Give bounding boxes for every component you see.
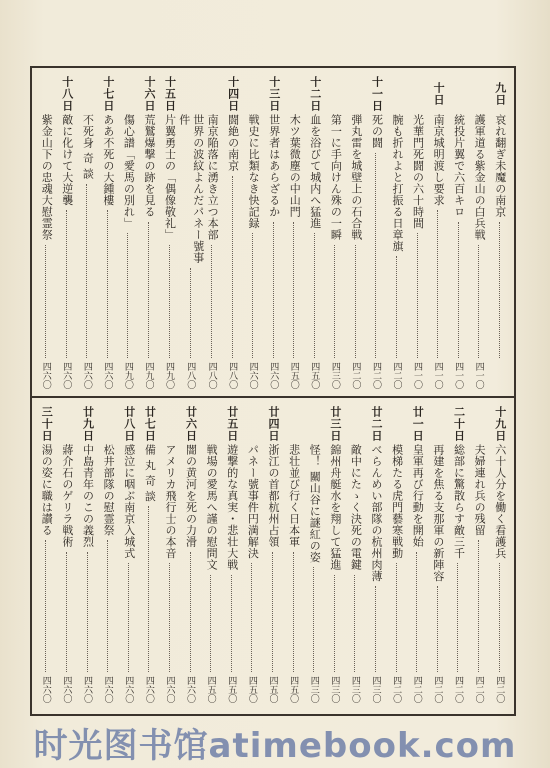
entry-title: 死の闘	[370, 114, 384, 149]
leader-dots	[148, 506, 150, 672]
entry-day: 十八日	[60, 76, 74, 112]
entry-day: 十日	[432, 82, 446, 106]
toc-section-top	[36, 74, 510, 392]
entry-page-number: 四九〇	[122, 362, 133, 389]
entry-page-number: 四二〇	[370, 362, 381, 389]
toc-entry	[139, 404, 160, 706]
leader-dots	[354, 575, 356, 673]
entry-page-number: 四五〇	[205, 676, 216, 703]
entry-page-number: 四六〇	[247, 362, 258, 389]
toc-entry	[36, 404, 57, 706]
entry-page-number: 四六〇	[102, 676, 113, 703]
entry-page-number: 四五〇	[309, 362, 320, 389]
leader-dots	[252, 233, 254, 358]
entry-day: 廿七日	[143, 406, 157, 442]
entry-page-number: 四二〇	[350, 362, 361, 389]
toc-entry	[222, 74, 243, 392]
toc-section-bottom	[36, 404, 510, 706]
entry-page-number: 四二〇	[391, 676, 402, 703]
leader-dots	[66, 552, 68, 673]
entry-day: 十五日	[163, 76, 177, 112]
toc-entry	[263, 404, 284, 706]
entry-day: 十四日	[226, 76, 240, 112]
leader-dots	[45, 540, 47, 672]
leader-dots	[273, 222, 275, 359]
leader-dots	[478, 540, 480, 672]
entry-title: 荒鷲爆撃の跡を見る	[142, 114, 156, 218]
entry-title: 闘絶の南京	[226, 114, 240, 172]
entry-page-number: 四六〇	[81, 362, 92, 389]
entry-page-number: 四九〇	[143, 362, 154, 389]
entry-title: 哀れ翻ぎ未魔の南京	[493, 114, 507, 218]
leader-dots	[87, 552, 89, 673]
entry-title: 南京陥落に湧き立つ本部	[206, 114, 220, 241]
entry-title: 松井部隊の慰霊祭	[102, 444, 116, 536]
entry-page-number: 四八〇	[185, 362, 196, 389]
leader-dots	[478, 245, 480, 359]
toc-entry	[139, 74, 160, 392]
leader-dots	[499, 222, 501, 359]
toc-entry	[366, 74, 387, 392]
toc-entry	[159, 74, 180, 392]
entry-page-number: 四一〇	[412, 362, 423, 389]
leader-dots	[127, 233, 129, 358]
toc-entry	[118, 74, 139, 392]
entry-title: 統投片翼で六百キロ	[452, 114, 466, 218]
leader-dots	[457, 563, 459, 672]
entry-title: 錦州舟艇水を翔して猛進	[328, 444, 342, 571]
toc-entry	[177, 74, 205, 392]
toc-entry	[201, 404, 222, 706]
entry-title: 木ツ葉微塵の中山門	[288, 114, 302, 218]
toc-entry	[448, 404, 469, 706]
leader-dots	[148, 222, 150, 359]
leader-dots	[396, 256, 398, 358]
toc-entry	[366, 404, 387, 706]
entry-title: アメリカ飛行士の本音	[163, 444, 177, 559]
entry-page-number: 四六〇	[40, 362, 51, 389]
section-divider	[30, 396, 516, 398]
leader-dots	[355, 245, 357, 359]
toc-entry	[325, 404, 346, 706]
entry-page-number: 四一〇	[432, 362, 443, 389]
entry-title: 敵中にたゝく決死の電鍵	[349, 444, 363, 571]
entry-day: 廿一日	[411, 406, 425, 442]
entry-day: 十六日	[142, 76, 156, 112]
toc-entry	[243, 74, 264, 392]
entry-title: 総部に驚散らす敵三千	[452, 444, 466, 559]
toc-entry	[202, 74, 223, 392]
toc-entry	[57, 404, 78, 706]
entry-page-number: 四八〇	[227, 362, 238, 389]
toc-entry	[77, 404, 98, 706]
entry-day: 廿九日	[81, 406, 95, 442]
entry-page-number: 四六〇	[185, 676, 196, 703]
entry-page-number: 四二〇	[391, 362, 402, 389]
entry-day: 十二日	[308, 76, 322, 112]
leader-dots	[458, 222, 460, 359]
entry-title: 第一に手向けん殊の一瞬	[329, 114, 343, 241]
entry-page-number: 四二〇	[452, 676, 463, 703]
toc-entry	[489, 74, 510, 392]
toc-entry	[57, 74, 78, 392]
entry-page-number: 四五〇	[288, 676, 299, 703]
entry-page-number: 四六〇	[123, 676, 134, 703]
entry-page-number: 四二〇	[473, 676, 484, 703]
leader-dots	[169, 563, 171, 672]
leader-dots	[437, 586, 439, 672]
entry-day: 十三日	[267, 76, 281, 112]
leader-dots	[417, 233, 419, 358]
toc-entry	[407, 74, 428, 392]
entry-page-number: 四六〇	[143, 676, 154, 703]
toc-entry	[160, 404, 181, 706]
entry-day: 廿二日	[370, 406, 384, 442]
leader-dots	[232, 176, 234, 359]
leader-dots	[293, 552, 295, 673]
leader-dots	[334, 575, 336, 673]
leader-dots	[293, 222, 295, 359]
entry-title: 悲壮並び行く日本軍	[287, 444, 301, 548]
leader-dots	[416, 552, 418, 673]
entry-page-number: 四二〇	[411, 676, 422, 703]
entry-page-number: 四六〇	[82, 676, 92, 703]
entry-page-number: 四六〇	[268, 362, 279, 389]
entry-title: 中島青年のこの義烈	[81, 444, 95, 548]
toc-entry	[263, 74, 284, 392]
leader-dots	[396, 563, 398, 672]
entry-day: 九日	[493, 82, 507, 106]
entry-title: 血を浴びて城内へ猛進	[308, 114, 322, 229]
leader-dots	[437, 210, 439, 358]
entry-title: 片翼勇士の「偶像敬礼」	[163, 114, 177, 241]
toc-entry	[469, 404, 490, 706]
entry-title: 夫婦連れ兵の残留	[473, 444, 487, 536]
entry-title: 不死身 奇 談	[81, 114, 95, 180]
toc-entry	[346, 74, 367, 392]
entry-title: 蔣介石のゲリラ戦術	[60, 444, 74, 548]
entry-title: 浙江の首都杭州占領	[266, 444, 280, 548]
toc-entry	[77, 74, 98, 392]
entry-title: ああ不死の大鍾樓	[101, 114, 115, 206]
entry-day: 廿六日	[184, 406, 198, 442]
entry-page-number: 四五〇	[226, 676, 237, 703]
entry-page-number: 四一〇	[453, 362, 464, 389]
toc-entry	[345, 404, 366, 706]
entry-title: 感泣に咽ぶ南京入城式	[122, 444, 136, 559]
entry-title: 模梯たる虎門藝寒戦動	[390, 444, 404, 559]
toc-entry	[489, 404, 510, 706]
entry-title: 闇の黄河を死の力滑	[184, 444, 198, 548]
entry-title: 世界者はあらざるか	[267, 114, 281, 218]
entry-title: 紫金山下の忠魂大慰霊祭	[40, 114, 54, 241]
entry-title: 皇軍再び行動を開始	[411, 444, 425, 548]
toc-entry	[118, 404, 139, 706]
toc-entry	[387, 74, 408, 392]
entry-day: 廿四日	[266, 406, 280, 442]
toc-entry	[428, 74, 449, 392]
toc-entry	[407, 404, 428, 706]
toc-entry	[305, 74, 326, 392]
toc-entry	[242, 404, 263, 706]
entry-page-number: 四一〇	[473, 362, 484, 389]
leader-dots	[211, 245, 213, 359]
entry-title: 湯の姿に職は讃る	[40, 444, 54, 536]
leader-dots	[128, 563, 130, 672]
toc-entry	[283, 404, 304, 706]
toc-entry	[448, 74, 469, 392]
entry-title: 腕も折れよと打振る日章旗	[390, 114, 404, 252]
leader-dots	[375, 586, 377, 672]
entry-page-number: 四二〇	[432, 676, 443, 703]
entry-title: 南京城明渡し要求	[432, 114, 446, 206]
toc-entry	[98, 74, 119, 392]
entry-page-number: 四六〇	[61, 362, 72, 389]
entry-page-number: 四三〇	[329, 676, 340, 703]
entry-page-number: 四三〇	[308, 676, 319, 703]
leader-dots	[314, 233, 316, 358]
entry-title: パネー號事件円満解決	[246, 444, 260, 559]
entry-title: 戦史に比類なき快記録	[247, 114, 261, 229]
entry-day: 廿五日	[225, 406, 239, 442]
leader-dots	[375, 153, 377, 359]
watermark: 时光图书馆atimebook.com	[33, 726, 517, 766]
toc-entry	[428, 404, 449, 706]
leader-dots	[107, 210, 109, 358]
leader-dots	[107, 540, 109, 672]
leader-dots	[231, 575, 233, 673]
entry-day: 三十日	[40, 406, 54, 442]
entry-title: 光華門死闘の六十時間	[411, 114, 425, 229]
leader-dots	[272, 552, 274, 673]
entry-page-number: 四三〇	[329, 362, 340, 389]
entry-title: 敵に化けて大逆襲	[60, 114, 74, 206]
leader-dots	[334, 245, 336, 359]
entry-page-number: 四二〇	[494, 676, 505, 703]
entry-page-number: 四五〇	[246, 676, 257, 703]
toc-entry	[325, 74, 346, 392]
entry-title: 備 丸 奇 談	[143, 444, 157, 502]
entry-page-number: 四五〇	[288, 362, 299, 389]
leader-dots	[190, 552, 192, 673]
entry-title: 弾丸雷を城壁上の石合戦	[349, 114, 363, 241]
entry-page-number: 四三〇	[349, 676, 360, 703]
entry-title: 傷心譜「愛馬の別れ」	[122, 114, 136, 229]
leader-dots	[66, 210, 68, 358]
leader-dots	[251, 563, 253, 672]
leader-dots	[45, 245, 47, 359]
entry-page-number: 四三〇	[370, 676, 381, 703]
entry-day: 二十日	[452, 406, 466, 442]
entry-page-number: 四九〇	[164, 362, 175, 389]
entry-title: 六十人分を働く看護兵	[493, 444, 507, 559]
leader-dots	[210, 575, 212, 673]
entry-day: 十九日	[493, 406, 507, 442]
entry-page-number: 四六〇	[61, 676, 72, 703]
entry-page-number: 四六〇	[102, 362, 113, 389]
leader-dots	[313, 567, 315, 672]
leader-dots	[190, 268, 192, 358]
entry-title: 遊撃的な真実・悲壮大戦	[225, 444, 239, 571]
toc-entry	[36, 74, 57, 392]
entry-title: 戦場の愛馬へ謹の慰問文	[205, 444, 219, 571]
toc-entry	[221, 404, 242, 706]
entry-title: 護軍道る紫金山の白兵戦	[473, 114, 487, 241]
entry-day: 十一日	[370, 76, 384, 112]
entry-day: 廿八日	[122, 406, 136, 442]
entry-title: 世界の波紋よんだパネー號事件	[177, 114, 205, 264]
entry-title: 再建を焦る支那軍の新陣容	[431, 444, 445, 582]
leader-dots	[86, 184, 88, 359]
toc-entry	[180, 404, 201, 706]
toc-entry	[98, 404, 119, 706]
toc-entry	[304, 404, 325, 706]
entry-title: べらんめい部隊の杭州肉薄	[370, 444, 384, 582]
leader-dots	[499, 563, 501, 672]
entry-page-number: 四六〇	[40, 676, 51, 703]
entry-day: 十七日	[101, 76, 115, 112]
entry-title: 怪！ 關山谷に謎紅の姿	[308, 444, 322, 563]
entry-page-number: 四五〇	[267, 676, 278, 703]
entry-day: 廿三日	[328, 406, 342, 442]
leader-dots	[169, 245, 171, 359]
toc-entry	[469, 74, 490, 392]
entry-page-number: 四六〇	[164, 676, 175, 703]
toc-entry	[386, 404, 407, 706]
entry-page-number: 四八〇	[206, 362, 217, 389]
toc-entry	[284, 74, 305, 392]
